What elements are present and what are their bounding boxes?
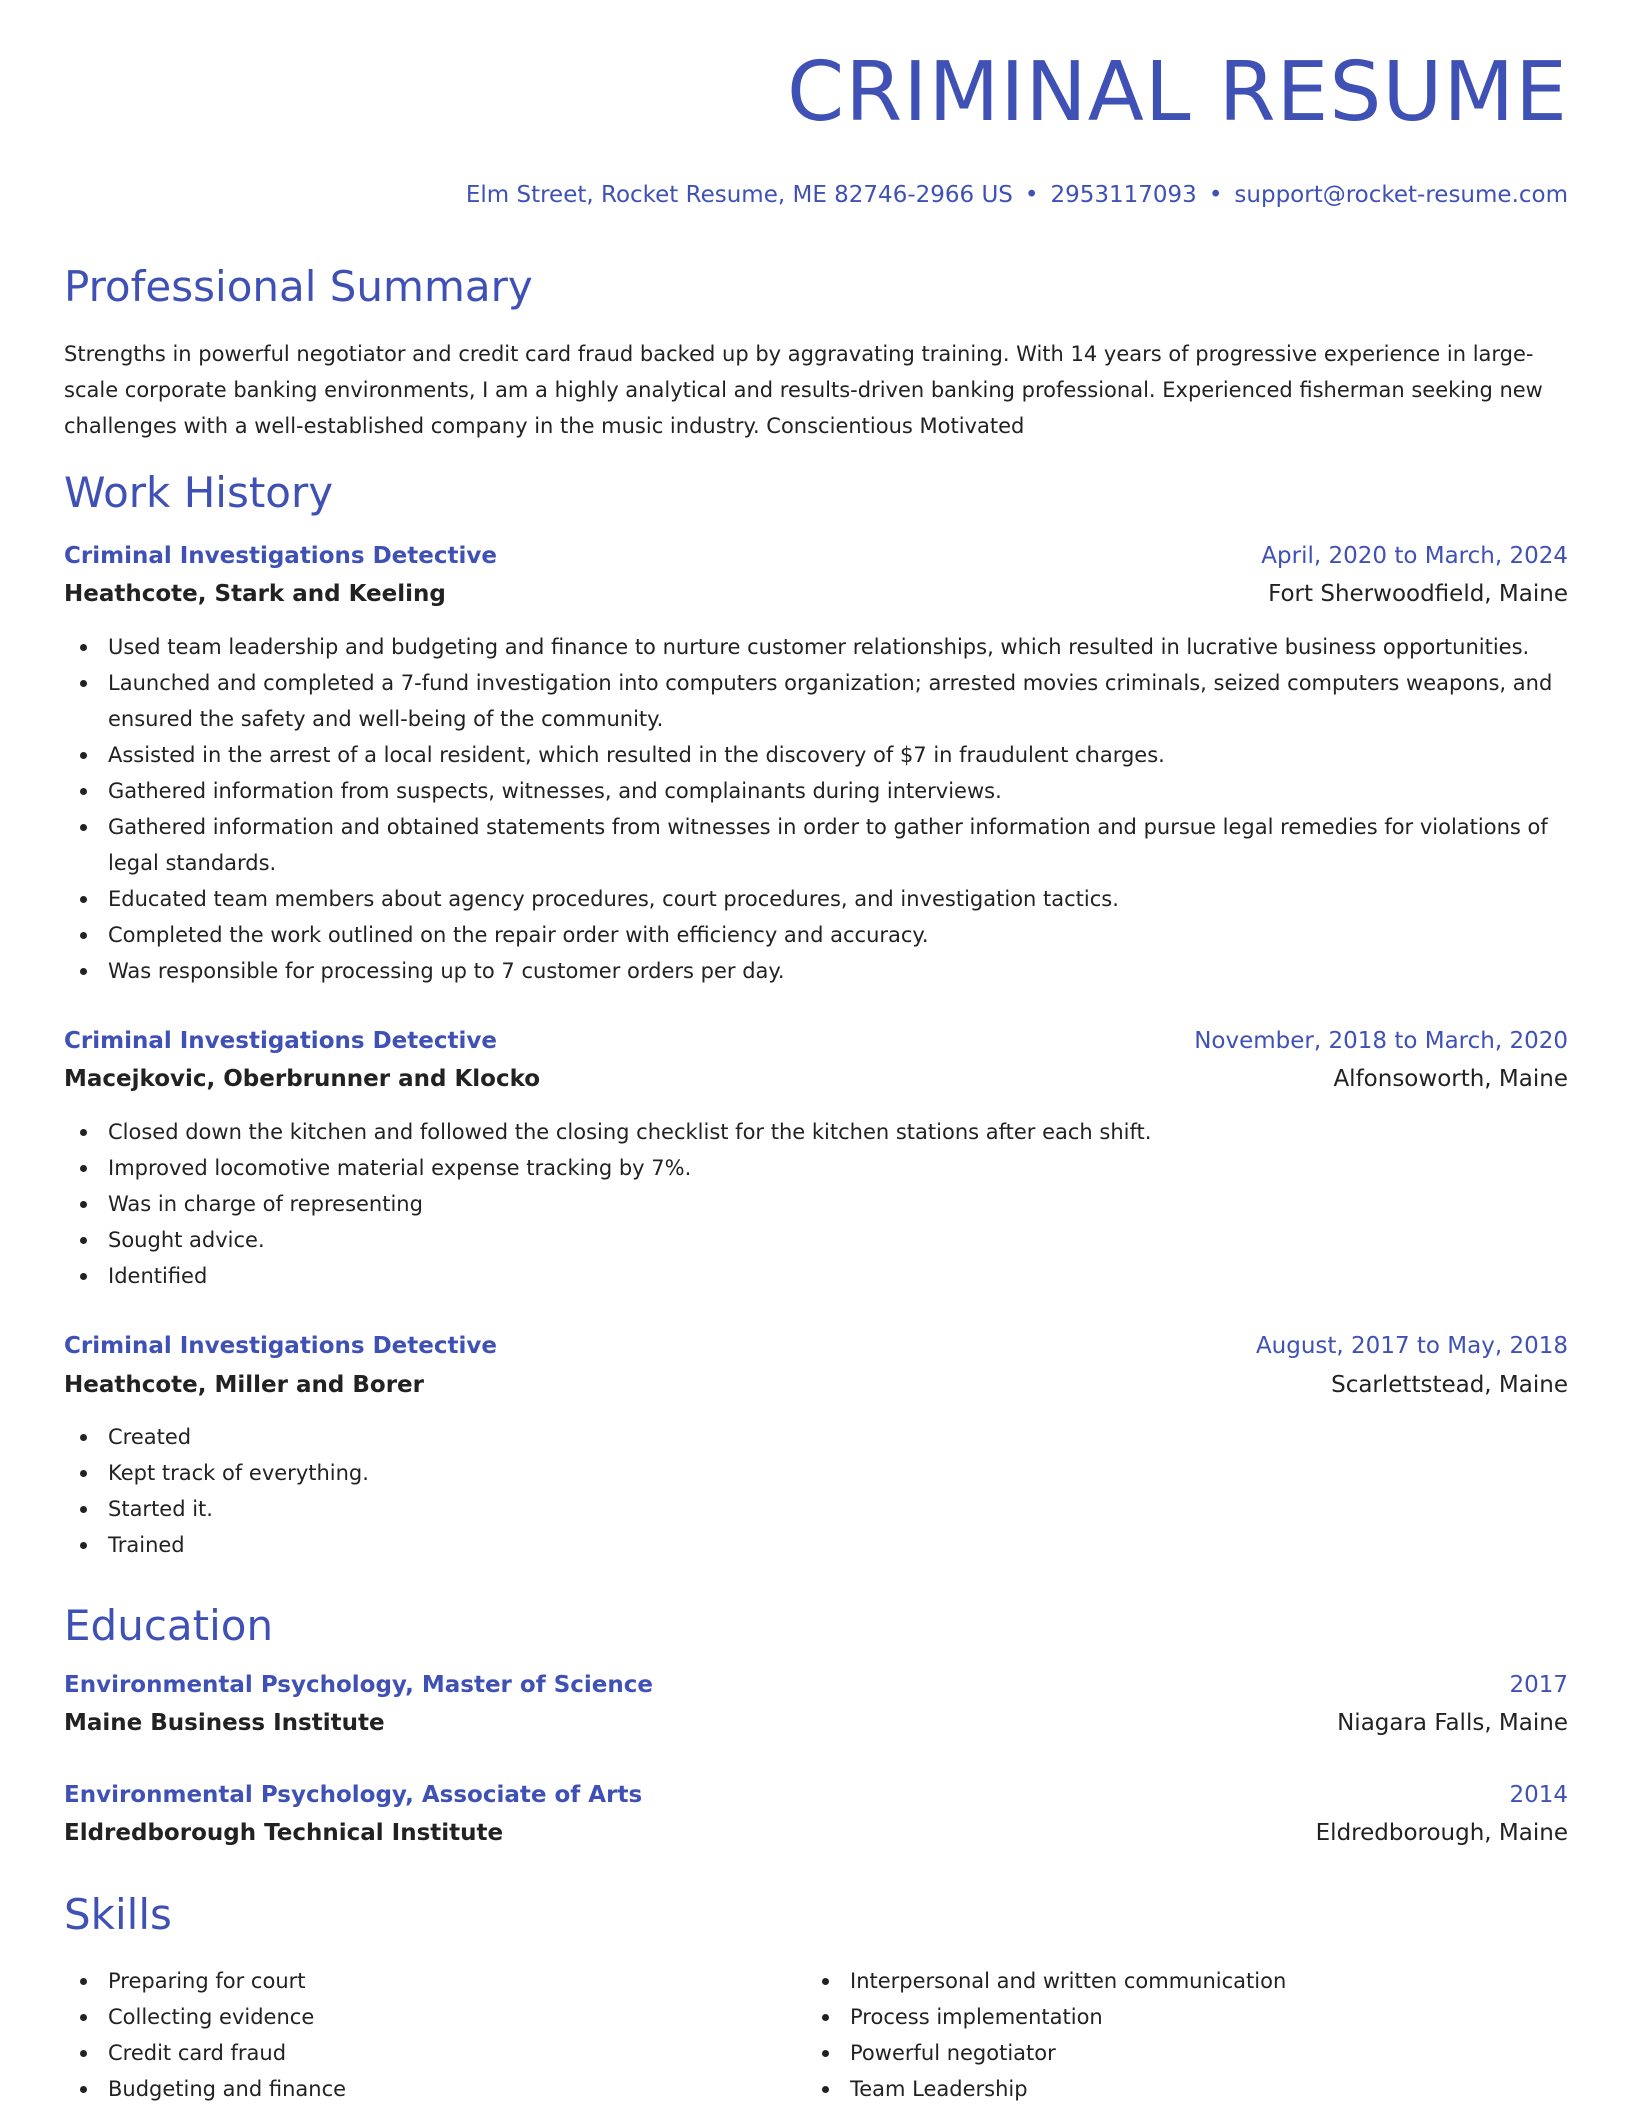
list-item: Started it.	[64, 1491, 1568, 1527]
job-bullets	[64, 1114, 1568, 1294]
list-item: Was in charge of representing	[64, 1186, 1568, 1222]
job-company: Macejkovic, Oberbrunner and Klocko	[64, 1066, 541, 1092]
list-item: Sought advice.	[64, 1222, 1568, 1258]
education-location: Eldredborough, Maine	[1315, 1820, 1568, 1846]
skill-item: Team Leadership	[806, 2071, 1546, 2107]
list-item: Used team leadership and budgeting and finance to nurture customer relationships, which resulted in lucrative business opportunities.	[64, 629, 1568, 665]
contact-separator: •	[1024, 182, 1039, 208]
list-item: Kept track of everything.	[64, 1455, 1568, 1491]
job-header	[64, 1335, 1568, 1358]
skill-item: Interpersonal and written communication	[806, 1963, 1546, 1999]
job-position: Criminal Investigations Detective	[64, 543, 497, 569]
contact-separator: •	[1208, 182, 1223, 208]
job-company-row	[64, 583, 1568, 606]
contact-address: Elm Street, Rocket Resume, ME 82746-2966 US	[465, 182, 1013, 208]
job-bullets	[64, 629, 1568, 989]
list-item: Gathered information from suspects, witnesses, and complainants during interviews.	[64, 773, 1568, 809]
job-location: Fort Sherwoodfield, Maine	[1268, 581, 1568, 607]
list-item: Improved locomotive material expense tracking by 7%.	[64, 1150, 1568, 1186]
education-degree: Environmental Psychology, Associate of Arts	[64, 1782, 643, 1808]
job-dates: November, 2018 to March, 2020	[1194, 1028, 1568, 1054]
list-item: Educated team members about agency procedures, court procedures, and investigation tactics.	[64, 881, 1568, 917]
skills-list-left	[64, 1963, 804, 2107]
list-item: Created	[64, 1419, 1568, 1455]
skill-item: Process implementation	[806, 1999, 1546, 2035]
section-title-education: Education	[64, 1601, 274, 1650]
list-item: Trained	[64, 1527, 1568, 1563]
contact-phone: 2953117093	[1050, 182, 1197, 208]
job-bullets	[64, 1419, 1568, 1563]
skill-item: Credit card fraud	[64, 2035, 804, 2071]
education-degree: Environmental Psychology, Master of Science	[64, 1672, 654, 1698]
job-position: Criminal Investigations Detective	[64, 1333, 497, 1359]
skill-item: Collecting evidence	[64, 1999, 804, 2035]
education-school: Eldredborough Technical Institute	[64, 1820, 504, 1846]
job-header	[64, 1030, 1568, 1053]
job-position: Criminal Investigations Detective	[64, 1028, 497, 1054]
summary-text: Strengths in powerful negotiator and credit card fraud backed up by aggravating training. With 14 years of progressive experience in large-scale corporate banking environments, I am a highly analytical and results-driven banking professional. Experienced fisherman seeking new challenges with a well-established company in the music industry. Conscientious Motivated	[64, 342, 1543, 438]
section-title-skills: Skills	[64, 1890, 172, 1939]
job-company-row	[64, 1068, 1568, 1091]
section-title-work-history: Work History	[64, 468, 334, 517]
education-location: Niagara Falls, Maine	[1337, 1710, 1568, 1736]
job-company: Heathcote, Stark and Keeling	[64, 581, 446, 607]
education-year: 2017	[1509, 1672, 1568, 1698]
education-header	[64, 1784, 1568, 1807]
list-item: Launched and completed a 7-fund investigation into computers organization; arrested movies criminals, seized computers weapons, and ensured the safety and well-being of the community.	[64, 665, 1568, 737]
skill-item: Powerful negotiator	[806, 2035, 1546, 2071]
list-item: Was responsible for processing up to 7 customer orders per day.	[64, 953, 1568, 989]
education-school: Maine Business Institute	[64, 1710, 385, 1736]
education-school-row	[64, 1822, 1568, 1845]
job-location: Scarlettstead, Maine	[1331, 1372, 1568, 1398]
list-item: Gathered information and obtained statements from witnesses in order to gather information and pursue legal remedies for violations of legal standards.	[64, 809, 1568, 881]
education-header	[64, 1674, 1568, 1697]
job-dates: April, 2020 to March, 2024	[1261, 543, 1568, 569]
education-school-row	[64, 1712, 1568, 1735]
job-company: Heathcote, Miller and Borer	[64, 1372, 424, 1398]
contact-line	[466, 182, 1568, 208]
list-item: Completed the work outlined on the repair order with efficiency and accuracy.	[64, 917, 1568, 953]
list-item: Identified	[64, 1258, 1568, 1294]
contact-email[interactable]: support@rocket-resume.com	[1234, 182, 1568, 208]
job-location: Alfonsoworth, Maine	[1333, 1066, 1568, 1092]
skill-item: Budgeting and finance	[64, 2071, 804, 2107]
list-item: Assisted in the arrest of a local resident, which resulted in the discovery of $7 in fraudulent charges.	[64, 737, 1568, 773]
skill-item: Preparing for court	[64, 1963, 804, 1999]
section-title-summary: Professional Summary	[64, 262, 533, 311]
resume-name: CRIMINAL RESUME	[787, 45, 1568, 140]
resume-page	[64, 0, 1568, 2112]
job-company-row	[64, 1374, 1568, 1397]
education-year: 2014	[1509, 1782, 1568, 1808]
skills-list-right	[806, 1963, 1546, 2107]
job-header	[64, 545, 1568, 568]
job-dates: August, 2017 to May, 2018	[1255, 1333, 1568, 1359]
list-item: Closed down the kitchen and followed the closing checklist for the kitchen stations after each shift.	[64, 1114, 1568, 1150]
